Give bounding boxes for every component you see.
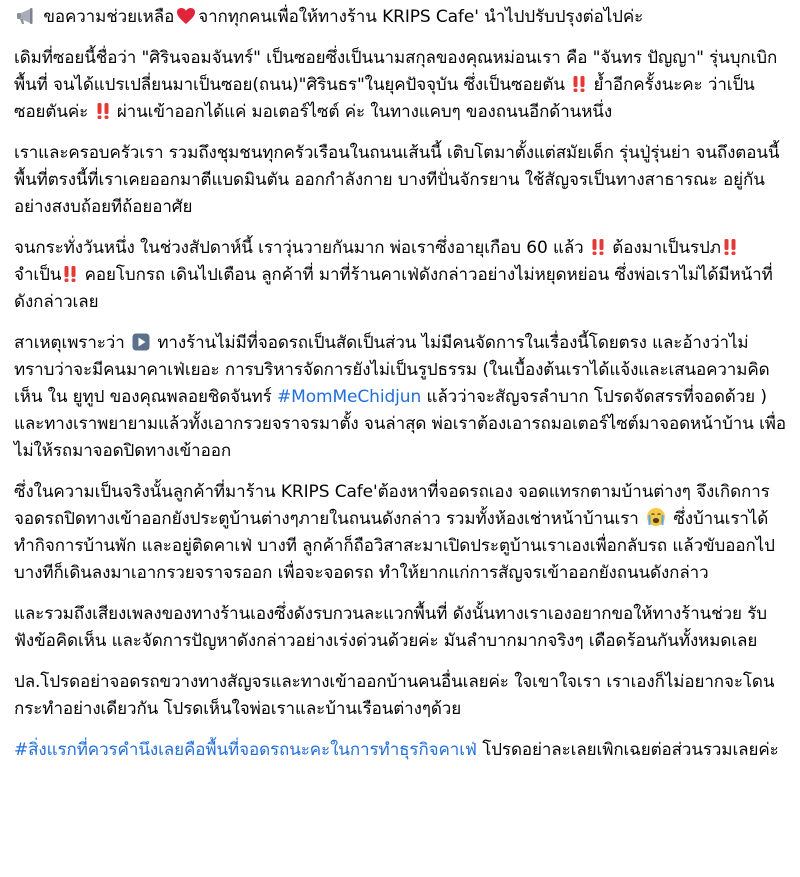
closing-text: โปรดอย่าละเลยเพิกเฉยต่อส่วนรวมเลยค่ะ xyxy=(482,740,779,760)
cause-text-3: แล้วว่าจะสัญจรลำบาก โปรดจัดสรรที่จอดด้วย ) และทางเราพยายามแล้วทั้งเอากรวยจราจรมาตั้ง จนล่าสุด พ่อเราต้องเอารถมอเตอร์ไซต์มาจอดหน้าบ้าน เพื่อไม่ให้รถมาจอดปิดทางเข้าออก xyxy=(14,387,786,461)
crying-face-icon xyxy=(646,507,666,527)
red-heart-icon xyxy=(176,7,196,25)
double-exclamation-icon xyxy=(63,265,77,283)
double-exclamation-icon xyxy=(96,102,110,120)
paragraph-noise xyxy=(14,601,786,655)
paragraph-history xyxy=(14,45,786,126)
father-text: จนกระทั่งวันหนึ่ง ในช่วงสัปดาห์นี้ เราวุ่นวายกันมาก พ่อเราซึ่งอายุเกือบ 60 แล้ว xyxy=(14,238,584,258)
paragraph-cause xyxy=(14,330,786,465)
request-text: ขอความช่วยเหลือ xyxy=(43,7,175,27)
reality-text: ซึ่งในความเป็นจริงนั้นลูกค้าที่มาร้าน KRIPS Cafe'ต้องหาที่จอดรถเอง จอดแทรกตามบ้านต่างๆ จึงเกิดการจอดรถปิดทางเข้าออกยังประตูบ้านต่างๆภายในถนนดังกล่าว รวมทั้งห้องเช่าหน้าบ้านเรา xyxy=(14,482,770,529)
cause-text-2: ทางร้านไม่มีที่จอดรถเป็นสัดเป็นส่วน ไม่มีคนจัดการในเรื่องนี้โดยตรง และอ้างว่าไม่ทราบว่าจะมีคนมาคาเฟ่เยอะ การบริหารจัดการยังไม่เป็นรูปธรรม (ในเบื้องต้นเราได้แจ้งและเสนอความคิดเห็น ใน ยูทูป ของคุณพลอยชิดจันทร์ xyxy=(14,333,770,407)
history-text-2: ย้ำอีกครั้งนะคะ ว่าเป็นซอยตันค่ะ xyxy=(14,75,755,122)
community-text: เราและครอบครัวเรา รวมถึงชุมชนทุกครัวเรือนในถนนเส้นนี้ เติบโตมาตั้งแต่สมัยเด็ก รุ่นปู่รุ่นย่า จนถึงตอนนี้ พื้นที่ตรงนี้ที่เราเคยออกมาตีแบดมินตัน ออกกำลังกาย บางทีปั่นจักรยาน ใช้สัญจรเป็นทางสาธารณะ อยู่กันอย่างสงบถ้อยทีถ้อยอาศัย xyxy=(14,143,780,217)
reality-text-2: ซึ่งบ้านเราได้ทำกิจการบ้านพัก และอยู่ติดคาเฟ่ บางที ลูกค้าก็ถือวิสาสะมาเปิดประตูบ้านเราเองเพื่อกลับรถ แล้วขับออกไป บางทีก็เดินลงมาเอากรวยจราจรออก เพื่อจะจอดรถ ทำให้ยากแก่การสัญจรเข้าออกยังถนนดังกล่าว xyxy=(14,509,775,583)
hashtag-link-mommechidjun[interactable]: #MomMeChidjun xyxy=(277,387,422,407)
double-exclamation-icon xyxy=(591,238,605,256)
ps-text: ปล.โปรดอย่าจอดรถขวางทางสัญจรและทางเข้าออกบ้านคนอื่นเลยค่ะ ใจเขาใจเรา เราเองก็ไม่อยากจะโดนกระทำอย่างเดียวกัน โปรดเห็นใจพ่อเราและบ้านเรือนต่างๆด้วย xyxy=(14,672,775,719)
cause-text: สาเหตุเพราะว่า xyxy=(14,333,125,353)
play-button-icon xyxy=(132,333,150,351)
paragraph-closing xyxy=(14,737,786,764)
megaphone-icon xyxy=(16,7,36,25)
double-exclamation-icon xyxy=(723,238,737,256)
double-exclamation-icon xyxy=(572,75,586,93)
father-text-3: จำเป็น xyxy=(14,265,62,285)
history-text: เดิมที่ซอยนี้ชื่อว่า "ศิรินจอมจันทร์" เป็นซอยซึ่งเป็นนามสกุลของคุณหม่อนเรา คือ "จันทร ปัญญา" รุ่นบุกเบิกพื้นที่ จนได้แปรเปลี่ยนมาเป็นซอย(ถนน)"ศิรินธร"ในยุคปัจจุบัน ซึ่งเป็นซอยตัน xyxy=(14,48,778,95)
history-text-3: ผ่านเข้าออกได้แค่ มอเตอร์ไซต์ ค่ะ ในทางแคบๆ ของถนนอีกด้านหนึ่ง xyxy=(116,102,613,122)
hashtag-link-parking[interactable]: #สิ่งแรกที่ควรคำนึงเลยคือพื้นที่จอดรถนะคะในการทำธุรกิจคาเฟ่ xyxy=(14,740,477,760)
paragraph-ps xyxy=(14,669,786,723)
paragraph-community xyxy=(14,140,786,221)
paragraph-father xyxy=(14,235,786,316)
paragraph-request xyxy=(14,4,786,31)
request-text-2: จากทุกคนเพื่อให้ทางร้าน KRIPS Cafe' นำไปปรับปรุงต่อไปค่ะ xyxy=(198,7,644,27)
father-text-2: ต้องมาเป็นรปภ xyxy=(612,238,721,258)
father-text-4: คอยโบกรถ เดินไปเตือน ลูกค้าที่ มาที่ร้านคาเฟ่ดังกล่าวอย่างไม่หยุดหย่อน ซึ่งพ่อเราไม่ได้มีหน้าที่ดังกล่าวเลย xyxy=(14,265,773,312)
paragraph-reality xyxy=(14,479,786,587)
noise-text: และรวมถึงเสียงเพลงของทางร้านเองซึ่งดังรบกวนละแวกพื้นที่ ดังนั้นทางเราเองอยากขอให้ทางร้านช่วย รับฟังข้อคิดเห็น และจัดการปัญหาดังกล่าวอย่างเร่งด่วนด้วยค่ะ มันลำบากมากจริงๆ เดือดร้อนกันทั้งหมดเลย xyxy=(14,604,767,651)
